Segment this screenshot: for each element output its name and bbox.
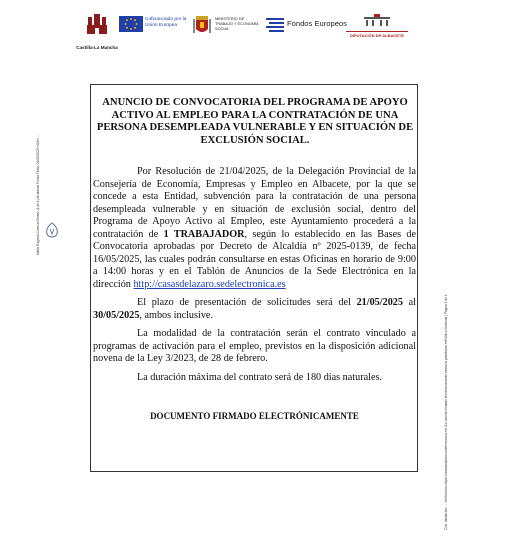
eu-flag-logo	[119, 14, 187, 40]
logo-label: Fondos Europeos	[287, 19, 347, 28]
fondos-europeos-logo	[266, 14, 348, 40]
worker-count: 1 TRABAJADOR	[163, 228, 245, 240]
diputacion-logo	[346, 14, 408, 44]
header-logos	[0, 14, 510, 54]
text: El plazo de presentación de solicitudes será del	[137, 297, 357, 308]
logo-label: Castilla-La Mancha	[76, 45, 118, 50]
paragraph-contract-type: La modalidad de la contratación serán el contrato vinculado a programas de activación para el empleo, previstos en la disposición adicional novena de la Ley 3/2023, de 28 de febrero.	[93, 328, 416, 364]
document-title: ANUNCIO DE CONVOCATORIA DEL PROGRAMA DE APOYO ACTIVO AL EMPLEO PARA LA CONTRATACIÓN DE UNA PERSONA DESEMPLEADA VULNERABLE Y EN SITUACIÓN DE EXCLUSIÓN SOCIAL.	[96, 97, 414, 146]
text: Por Resolución de 21/04/2025, de la Delegación Provincial de la Consejería de Economía, Empresas y Empleo en Albacete, por la que se concede a esta Entidad, subvención para la contratación de una persona desempleada vulnerable y en situación de exclusión social, dentro del Programa de Apoyo Activo al Empleo, este Ayuntamiento procederá a la contratación de	[93, 166, 416, 240]
validation-side-stamp	[444, 294, 458, 530]
signed-notice: DOCUMENTO FIRMADO ELECTRÓNICAMENTE	[150, 411, 359, 421]
paragraph-deadline	[93, 297, 416, 322]
text: , ambos inclusive.	[139, 309, 213, 321]
text: , según lo establecido en las Bases de Convocatoria aprobadas por Decreto de Alcaldía nº 2025-0139, de fecha 16/05/2025, las cuales podrán consultarse en estas Oficinas en horario de 9:00 a 14:00 horas y en el Tablón de Anuncios de la Sede Electrónica en la dirección	[93, 228, 416, 290]
document-body	[93, 166, 416, 390]
castilla-la-mancha-logo	[74, 14, 120, 50]
sede-electronica-link[interactable]: http://casasdelazaro.sedelectronica.es	[133, 278, 286, 290]
paragraph-resolution	[93, 166, 416, 291]
divider	[346, 31, 408, 32]
logo-label: Cofinanciado por la Unión Europea	[145, 17, 187, 28]
start-date: 21/05/2025	[356, 297, 403, 308]
logo-label: DIPUTACIÓN DE ALBACETE	[350, 33, 404, 38]
text: al	[402, 297, 416, 308]
logo-label: MINISTERIO DE TRABAJO Y ECONOMÍA SOCIAL	[215, 16, 259, 31]
ministerio-logo	[193, 14, 263, 40]
side-stamp-text: María Eugenia Cuenca Gómez (1 de 1) Alcaldesa Fecha Firma: 21/05/2025 HASH: ...	[36, 134, 40, 255]
seal-icon	[44, 222, 60, 240]
side-stamp-text: Cód. Validación: ... Verificación: https://casasdelazaro.sedelectronica.es/ Documento firmado electrónicamente desde la plataforma esPublico Gestiona | Página 1 de 1	[444, 294, 448, 530]
end-date: 30/05/2025	[93, 309, 140, 321]
paragraph-duration: La duración máxima del contrato será de 180 días naturales.	[137, 371, 382, 383]
